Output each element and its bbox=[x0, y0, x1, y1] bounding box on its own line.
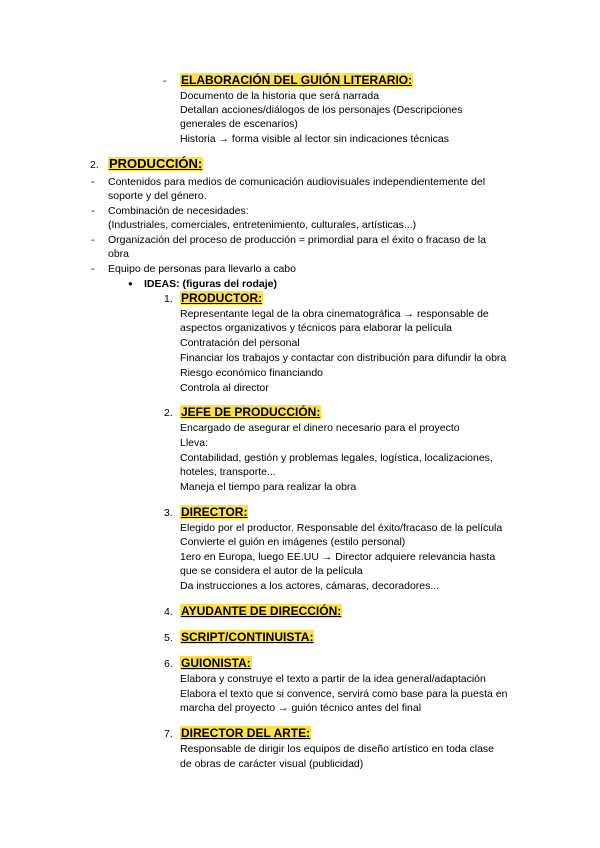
role-title-jefe-produccion: JEFE DE PRODUCCIÓN: bbox=[181, 405, 321, 419]
role-number: 6. bbox=[164, 658, 173, 670]
bullet-line: Equipo de personas para llevarlo a cabo bbox=[108, 263, 296, 275]
role-line: Controla al director bbox=[180, 382, 269, 394]
role-line: Convierte el guión en imágenes (estilo personal) bbox=[180, 536, 406, 548]
bullet-dash: - bbox=[91, 263, 95, 275]
role-line: marcha del proyecto → guión técnico antes del final bbox=[180, 702, 422, 714]
role-line: hoteles, transporte... bbox=[180, 466, 276, 478]
role-line: aspectos organizativos y técnicos para elaborar la película bbox=[180, 322, 452, 334]
bullet-line: Organización del proceso de producción = primordial para el éxito o fracaso de la bbox=[108, 234, 486, 246]
role-line: Maneja el tiempo para realizar la obra bbox=[180, 481, 357, 493]
role-title-director-arte: DIRECTOR DEL ARTE: bbox=[181, 726, 311, 740]
role-title-director: DIRECTOR: bbox=[181, 505, 248, 519]
role-line: Da instrucciones a los actores, cámaras, decoradores... bbox=[180, 580, 440, 592]
bullet-line: Combinación de necesidades: bbox=[108, 205, 249, 217]
role-line: Contratación del personal bbox=[180, 337, 300, 349]
role-line: de obras de carácter visual (publicidad) bbox=[180, 758, 364, 770]
role-title-ayudante-direccion: AYUDANTE DE DIRECCIÓN: bbox=[181, 604, 342, 618]
role-line: Financiar los trabajos y contactar con distribución para difundir la obra bbox=[180, 352, 507, 364]
role-line: Representante legal de la obra cinematográfica → responsable de bbox=[180, 308, 489, 320]
bullet-line: (Industriales, comerciales, entretenimiento, culturales, artísticas...) bbox=[108, 219, 417, 231]
role-line: que se considera el autor de la película bbox=[180, 565, 363, 577]
role-title-productor: PRODUCTOR: bbox=[181, 291, 263, 305]
role-title-script-continuista: SCRIPT/CONTINUISTA: bbox=[181, 630, 314, 644]
ideas-bullet: ● bbox=[128, 279, 133, 288]
role-number: 2. bbox=[164, 407, 173, 419]
role-line: Elabora el texto que si convence, servirá como base para la puesta en bbox=[180, 688, 508, 700]
role-line: Responsable de dirigir los equipos de diseño artístico en toda clase bbox=[180, 743, 495, 755]
bullet-line: obra bbox=[108, 248, 130, 260]
role-line: 1ero en Europa, luego EE.UU → Director adquiere relevancia hasta bbox=[180, 551, 496, 563]
role-line: Elegido por el productor. Responsable del éxito/fracaso de la película bbox=[180, 522, 503, 534]
role-line: Lleva: bbox=[180, 437, 209, 449]
role-number: 3. bbox=[164, 507, 173, 519]
guion-line: generales de escenarios) bbox=[180, 118, 298, 130]
bullet-dash: - bbox=[91, 205, 95, 217]
role-number: 7. bbox=[164, 728, 173, 740]
role-number: 5. bbox=[164, 632, 173, 644]
guion-line: Documento de la historia que será narrada bbox=[180, 90, 380, 102]
bullet-line: Contenidos para medios de comunicación audiovisuales independientemente del bbox=[108, 176, 486, 188]
guion-line: Detallan acciones/diálogos de los personajes (Descripciones bbox=[180, 104, 463, 116]
role-line: Elabora y construye el texto a partir de la idea general/adaptación bbox=[180, 673, 486, 685]
role-number: 1. bbox=[164, 293, 173, 305]
bullet-line: soporte y del género. bbox=[108, 190, 207, 202]
role-line: Encargado de asegurar el dinero necesario para el proyecto bbox=[180, 422, 460, 434]
guion-heading: ELABORACIÓN DEL GUIÓN LITERARIO: bbox=[181, 73, 413, 87]
guion-dash: - bbox=[163, 75, 167, 87]
produccion-heading: PRODUCCIÓN: bbox=[109, 156, 203, 171]
role-line: Riesgo económico financiando bbox=[180, 367, 324, 379]
guion-line: Historia → forma visible al lector sin indicaciones técnicas bbox=[180, 133, 450, 145]
bullet-dash: - bbox=[91, 176, 95, 188]
ideas-label: IDEAS: (figuras del rodaje) bbox=[144, 278, 278, 290]
role-line: Contabilidad, gestión y problemas legales, logística, localizaciones, bbox=[180, 452, 493, 464]
bullet-dash: - bbox=[91, 234, 95, 246]
produccion-number: 2. bbox=[90, 159, 99, 171]
role-title-guionista: GUIONISTA: bbox=[181, 656, 251, 670]
role-number: 4. bbox=[164, 606, 173, 618]
